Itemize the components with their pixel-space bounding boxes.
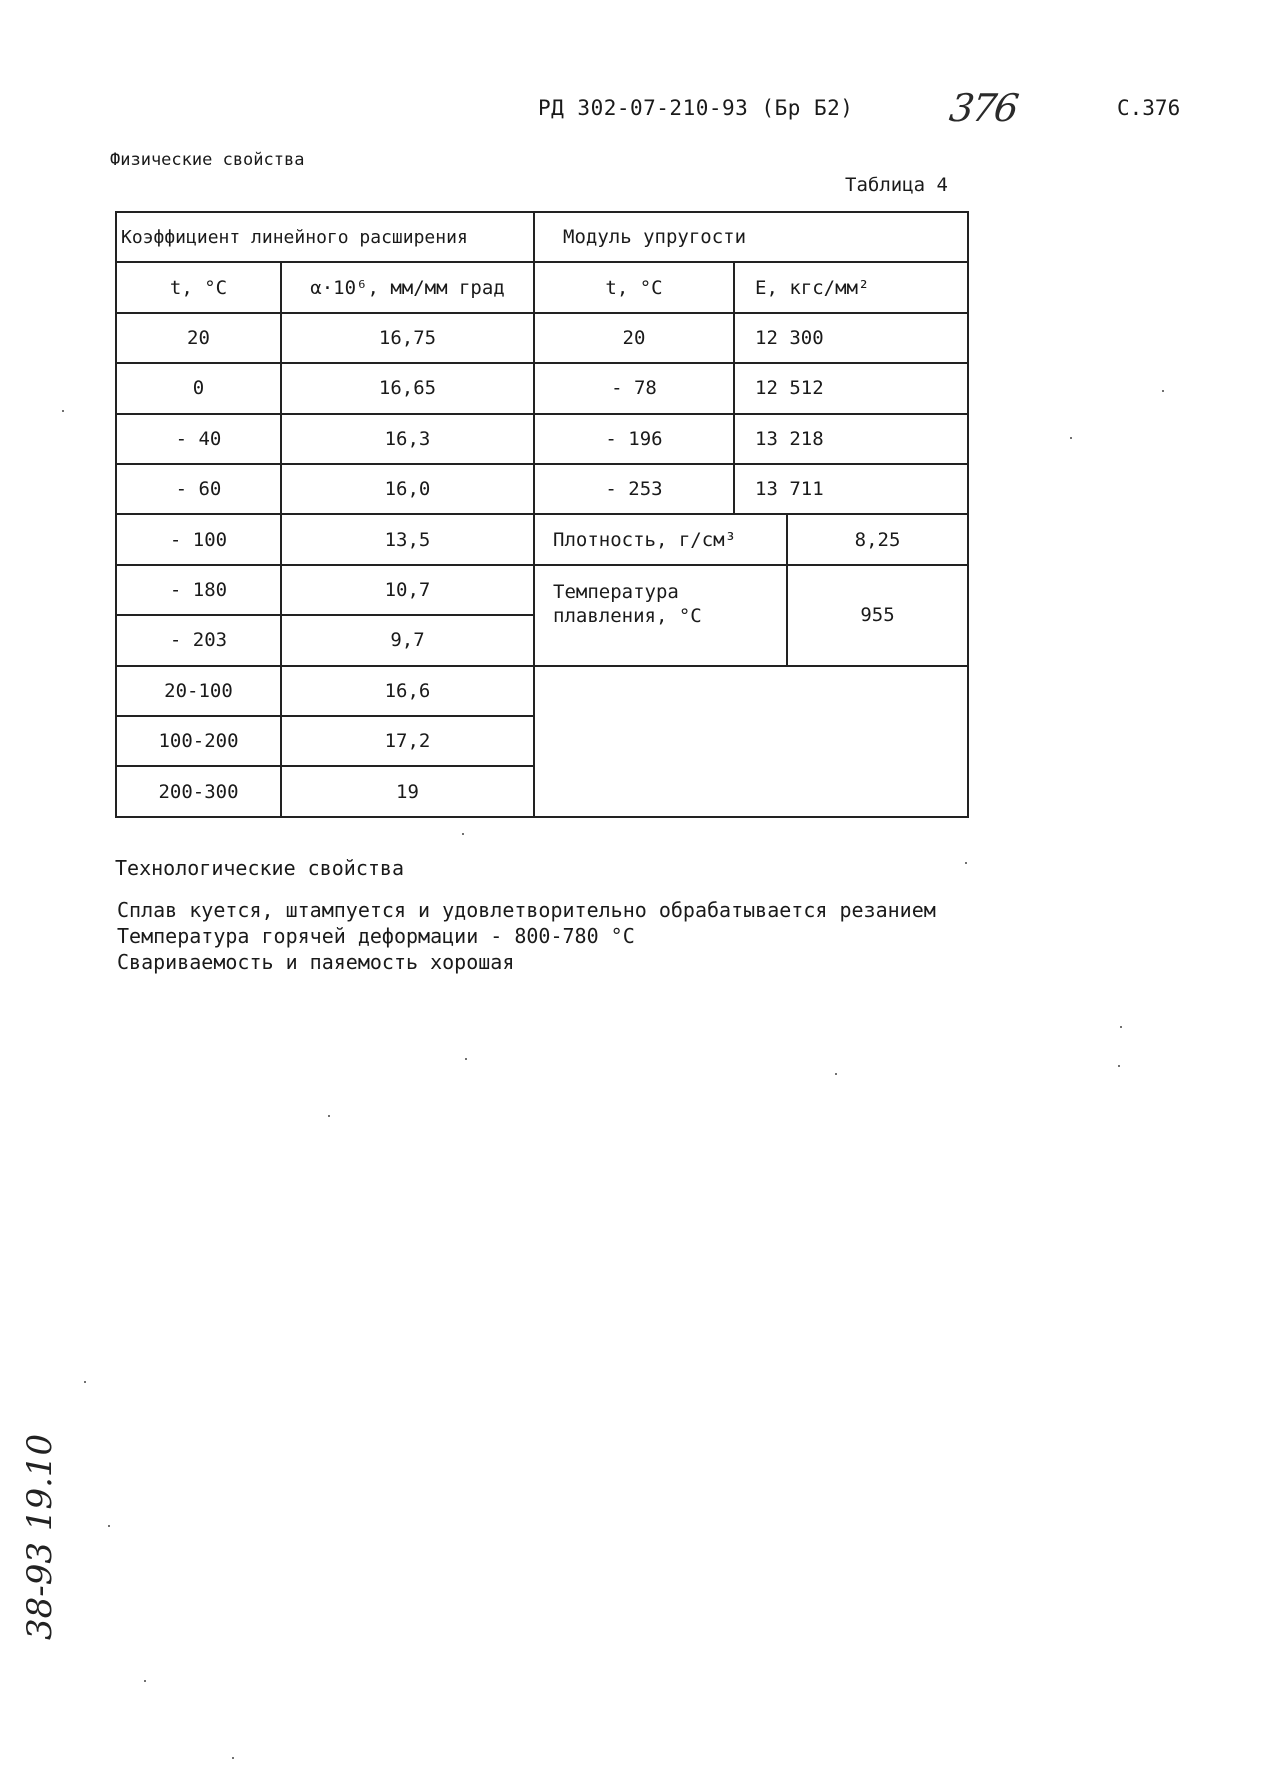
cell-temperature: - 180 [116, 565, 281, 615]
handwritten-margin-note: 38-93 19.10 [20, 1433, 60, 1640]
melting-label-line-1: Температура [553, 580, 679, 603]
table-row [116, 363, 968, 413]
cell-temperature-modulus: - 78 [534, 363, 734, 413]
cell-temperature: - 60 [116, 464, 281, 514]
cell-alpha: 17,2 [281, 716, 534, 766]
scan-speck [62, 410, 64, 412]
cell-temperature: 100-200 [116, 716, 281, 766]
col-header-alpha: α·10⁶, мм/мм град [281, 262, 534, 312]
scan-speck [1118, 1065, 1120, 1067]
scan-speck [328, 1115, 330, 1117]
page-number: С.376 [1117, 96, 1181, 120]
cell-alpha: 16,65 [281, 363, 534, 413]
table-row [116, 313, 968, 363]
scan-speck [232, 1757, 234, 1759]
cell-modulus: 13 711 [734, 464, 968, 514]
elastic-modulus-header: Модуль упругости [534, 212, 968, 262]
melting-temperature-label [534, 565, 787, 666]
scan-speck [84, 1381, 86, 1383]
cell-alpha: 16,6 [281, 666, 534, 716]
section-title-technological: Технологические свойства [115, 856, 404, 880]
section-title-physical: Физические свойства [110, 150, 305, 170]
cell-temperature: - 100 [116, 514, 281, 564]
melting-temperature-value: 955 [787, 565, 968, 666]
density-value: 8,25 [787, 514, 968, 564]
cell-temperature-modulus: 20 [534, 313, 734, 363]
table-row [116, 514, 968, 564]
cell-temperature-modulus: - 196 [534, 414, 734, 464]
melting-label-line-2: плавления, °С [553, 604, 702, 627]
scan-speck [835, 1073, 837, 1075]
document-code: РД 302-07-210-93 (Бр Б2) [538, 96, 854, 120]
cell-modulus: 12 512 [734, 363, 968, 413]
cell-temperature: 20 [116, 313, 281, 363]
tech-line: Свариваемость и паяемость хорошая [117, 950, 515, 974]
expansion-coefficient-header: Коэффициент линейного расширения [116, 212, 534, 262]
cell-alpha: 16,3 [281, 414, 534, 464]
cell-temperature: - 40 [116, 414, 281, 464]
scan-speck [465, 1058, 467, 1060]
cell-alpha: 16,75 [281, 313, 534, 363]
cell-temperature: - 203 [116, 615, 281, 665]
cell-modulus: 12 300 [734, 313, 968, 363]
cell-alpha: 16,0 [281, 464, 534, 514]
cell-modulus: 13 218 [734, 414, 968, 464]
cell-temperature-modulus: - 253 [534, 464, 734, 514]
tech-line: Сплав куется, штампуется и удовлетворительно обрабатывается резанием [117, 898, 936, 922]
scan-speck [462, 833, 464, 835]
scan-speck [108, 1525, 110, 1527]
properties-table [115, 211, 969, 818]
tech-line: Температура горячей деформации - 800-780 °С [117, 924, 635, 948]
table-row [116, 666, 968, 716]
scan-speck [1120, 1026, 1122, 1028]
scan-speck [144, 1680, 146, 1682]
cell-temperature: 200-300 [116, 766, 281, 817]
table-row [116, 565, 968, 615]
cell-alpha: 10,7 [281, 565, 534, 615]
col-header-temperature: t, °С [116, 262, 281, 312]
scan-speck [1070, 437, 1072, 439]
cell-alpha: 9,7 [281, 615, 534, 665]
scan-speck [1162, 390, 1164, 392]
table-caption: Таблица 4 [845, 174, 948, 196]
empty-cell [534, 666, 968, 817]
density-label: Плотность, г/см³ [534, 514, 787, 564]
scan-speck [965, 862, 967, 864]
cell-alpha: 19 [281, 766, 534, 817]
col-header-temperature-modulus: t, °С [534, 262, 734, 312]
table-row [116, 414, 968, 464]
col-header-modulus: Е, кгс/мм² [734, 262, 968, 312]
cell-temperature: 0 [116, 363, 281, 413]
cell-temperature: 20-100 [116, 666, 281, 716]
handwritten-page-number: 376 [946, 86, 1020, 130]
table-row [116, 464, 968, 514]
cell-alpha: 13,5 [281, 514, 534, 564]
